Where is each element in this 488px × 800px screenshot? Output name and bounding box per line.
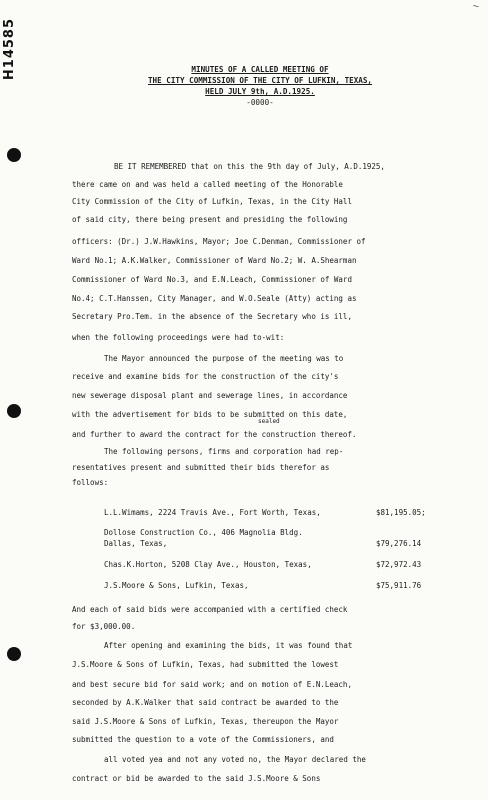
- corner-mark: ~: [471, 1, 481, 13]
- closing-line: contract or bid be awarded to the said J.S.Moore & Sons: [72, 774, 321, 783]
- bidder-name: Dollose Construction Co., 406 Magnolia Bldg.: [104, 528, 303, 537]
- closing-line: all voted yea and not any voted no, the Mayor declared the: [104, 755, 366, 764]
- body-line: The Mayor announced the purpose of the meeting was to: [104, 354, 344, 363]
- body-line: City Commission of the City of Lufkin, Texas, in the City Hall: [72, 197, 352, 206]
- body-line: new sewerage disposal plant and sewerage lines, in accordance: [72, 391, 348, 400]
- body-line: and further to award the contract for the construction thereof.: [72, 430, 357, 439]
- binder-hole: [7, 404, 21, 418]
- closing-line: submitted the question to a vote of the Commissioners, and: [72, 735, 334, 744]
- body-line: BE IT REMEMBERED that on this the 9th day of July, A.D.1925,: [114, 162, 385, 171]
- title-line-3: HELD JULY 9th, A.D.1925.: [205, 87, 315, 96]
- body-line: Commissioner of Ward No.3, and E.N.Leach, Commissioner of Ward: [72, 275, 352, 284]
- body-line: officers: (Dr.) J.W.Hawkins, Mayor; Joe C.Denman, Commissioner of: [72, 237, 366, 246]
- archive-stamp: H14585: [2, 18, 17, 81]
- bidder-name: J.S.Moore & Sons, Lufkin, Texas,: [104, 581, 249, 590]
- body-line: No.4; C.T.Hanssen, City Manager, and W.O.Seale (Atty) acting as: [72, 294, 357, 303]
- closing-line: After opening and examining the bids, it was found that: [104, 641, 353, 650]
- binder-hole: [7, 148, 21, 162]
- body-line: follows:: [72, 478, 109, 487]
- bidder-name: L.L.Wimams, 2224 Travis Ave., Fort Worth, Texas,: [104, 508, 321, 517]
- body-line: of said city, there being present and presiding the following: [72, 215, 348, 224]
- title-line-1: MINUTES OF A CALLED MEETING OF: [191, 65, 329, 74]
- title-line-2: THE CITY COMMISSION OF THE CITY OF LUFKIN, TEXAS,: [147, 76, 373, 85]
- bidder-address: Dallas, Texas,: [104, 539, 168, 548]
- body-line: Secretary Pro.Tem. in the absence of the Secretary who is ill,: [72, 312, 352, 321]
- body-line: when the following proceedings were had to-wit:: [72, 333, 285, 342]
- body-line: resentatives present and submitted their bids therefor as: [72, 463, 330, 472]
- closing-line: said J.S.Moore & Sons of Lufkin, Texas, thereupon the Mayor: [72, 717, 339, 726]
- closing-line: and best secure bid for said work; and on motion of E.N.Leach,: [72, 680, 352, 689]
- closing-line: for $3,000.00.: [72, 622, 136, 631]
- body-line: The following persons, firms and corporation had rep-: [104, 447, 344, 456]
- document-title: [70, 64, 450, 108]
- closing-line: seconded by A.K.Walker that said contract be awarded to the: [72, 698, 339, 707]
- binder-hole: [7, 647, 21, 661]
- bid-amount: $79,276.14: [376, 539, 422, 548]
- body-line: with the advertisement for bids to be submitted on this date,: [72, 410, 348, 419]
- body-line: Ward No.1; A.K.Walker, Commissioner of Ward No.2; W. A.Shearman: [72, 256, 357, 265]
- bid-amount: $72,972.43: [376, 560, 422, 569]
- bid-amount: $81,195.05;: [376, 508, 426, 517]
- interlineation: sealed: [258, 418, 280, 425]
- body-line: there came on and was held a called meeting of the Honorable: [72, 180, 343, 189]
- closing-line: J.S.Moore & Sons of Lufkin, Texas, had submitted the lowest: [72, 660, 339, 669]
- title-rule: -0000-: [246, 98, 274, 107]
- body-line: receive and examine bids for the construction of the city's: [72, 372, 339, 381]
- closing-line: And each of said bids were accompanied with a certified check: [72, 605, 348, 614]
- bidder-name: Chas.K.Horton, 5208 Clay Ave., Houston, Texas,: [104, 560, 312, 569]
- bid-amount: $75,911.76: [376, 581, 422, 590]
